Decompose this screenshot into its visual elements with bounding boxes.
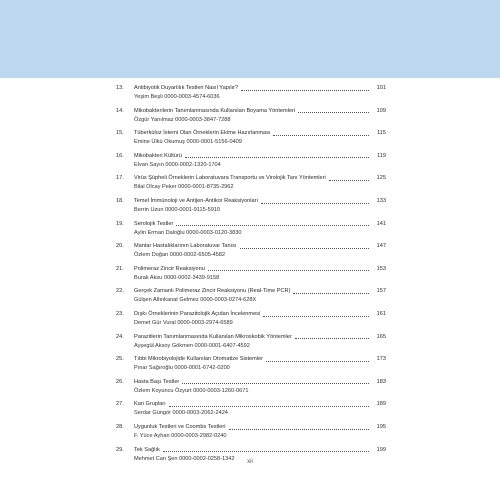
dot-leader: [329, 180, 369, 181]
toc-entry: [116, 400, 386, 418]
chapter-page-number: 125: [376, 175, 386, 182]
chapter-author: Berrin Uzun 0000-0001-9115-5910: [134, 207, 221, 213]
chapter-number: 17.: [116, 175, 124, 182]
chapter-page-number: 183: [376, 378, 386, 385]
chapter-author: Gülşen Altınkanat Gelmez 0000-0003-0274-628X: [134, 297, 257, 304]
dot-leader: [261, 203, 369, 204]
dot-leader: [240, 248, 369, 249]
chapter-author: Elvan Sayın 0000-0002-1320-1704: [134, 161, 221, 168]
chapter-author: Demet Gür Vural 0000-0003-2974-6589: [134, 320, 233, 326]
chapter-title: Antibiyotik Duyarlılık Testleri Nasıl Yapılır?: [134, 85, 239, 91]
dot-leader: [266, 361, 369, 362]
toc-entry-row: [116, 400, 386, 409]
dot-leader: [273, 135, 369, 136]
chapter-title: Tıbbi Mikrobiyolojide Kullanılan Otomatize Sistemler: [134, 356, 264, 363]
toc-entry: [116, 287, 386, 305]
chapter-number: 24.: [116, 333, 124, 340]
chapter-author: Aylin Erman Daloğlu 0000-0003-0120-3830: [134, 229, 242, 236]
chapter-page-number: 173: [376, 356, 386, 363]
toc-entry-row: [116, 355, 386, 364]
chapter-author: Ayşegül Aksoy Gökmen 0000-0001-6407-4592: [134, 342, 250, 349]
chapter-page-number: 141: [376, 220, 386, 227]
chapter-number: 16.: [116, 152, 124, 159]
toc-entry: [116, 197, 386, 215]
chapter-title: Mikobakteri Kültürü: [134, 152, 182, 159]
header-band: [0, 0, 500, 78]
toc-entry-row: [116, 174, 386, 183]
chapter-author: Burak Aksu 0000-0002-3439-9158: [134, 274, 220, 281]
toc-entry: [116, 378, 386, 396]
toc-entry-row: [116, 446, 386, 455]
chapter-page-number: 195: [376, 424, 386, 430]
toc-entry: [116, 265, 386, 283]
toc-entry: [116, 174, 386, 192]
chapter-page-number: 133: [376, 198, 386, 204]
chapter-page-number: 101: [376, 85, 386, 91]
toc-entry-row: [116, 287, 386, 296]
chapter-page-number: 109: [376, 107, 386, 114]
chapter-number: 28.: [116, 424, 124, 430]
toc-entry-row: [116, 265, 386, 274]
chapter-page-number: 147: [376, 243, 386, 250]
chapter-number: 23.: [116, 311, 124, 317]
chapter-author: Özgür Yanılmaz 0000-0003-3847-7288: [134, 116, 231, 123]
chapter-number: 18.: [116, 198, 124, 204]
toc-entry: [116, 355, 386, 373]
chapter-number: 26.: [116, 378, 124, 385]
chapter-author: Mehmet Can Şen 0000-0002-0258-1342: [134, 455, 235, 462]
toc-entry: [116, 107, 386, 125]
chapter-number: 20.: [116, 243, 124, 250]
toc-entry-row: [116, 152, 386, 161]
chapter-author: Özlem Koyuncu Özyurt 0000-0003-1260-0671: [134, 387, 249, 394]
dot-leader: [182, 383, 369, 384]
chapter-author: Emine Ülkü Okumuş 0000-0001-5156-0409: [134, 139, 242, 146]
chapter-page-number: 153: [376, 265, 386, 272]
chapter-title: Mikobakterilerin Tanımlanmasında Kullanılan Boyama Yöntemleri: [134, 107, 296, 114]
chapter-title: Parazitlerin Tanımlanmasında Kullanılan Mikroskobik Yöntemler: [134, 333, 292, 340]
chapter-author: Özlem Doğan 0000-0002-6505-4582: [134, 252, 226, 259]
chapter-author: Serdar Güngör 0000-0003-2062-2424: [134, 410, 228, 417]
chapter-title: Serolojik Testler: [134, 220, 174, 227]
dot-leader: [295, 338, 369, 339]
chapter-page-number: 115: [377, 130, 386, 137]
chapter-number: 27.: [116, 401, 124, 408]
chapter-number: 19.: [116, 220, 124, 227]
toc-entry-row: [116, 310, 386, 319]
toc-entry: [116, 310, 386, 328]
toc-entry-row: [116, 333, 386, 342]
dot-leader: [298, 112, 369, 113]
chapter-author: Bilal Olcay Peker 0000-0001-8735-2962: [134, 184, 234, 191]
chapter-author: F. Yüce Ayhan 0000-0003-2982-0240: [134, 433, 227, 439]
chapter-page-number: 161: [376, 311, 386, 317]
toc-entry-row: [116, 242, 386, 251]
toc-entry: [116, 129, 386, 147]
dot-leader: [241, 90, 369, 91]
chapter-title: Kan Grupları: [134, 401, 166, 408]
toc-entry-row: [116, 129, 386, 138]
dot-leader: [293, 293, 369, 294]
dot-leader: [185, 157, 369, 158]
chapter-title: Tek Sağlık: [134, 446, 160, 453]
chapter-title: Virüs Şüpheli Örneklerin Laboratuvara Transportu ve Virolojik Tanı Yöntemleri: [134, 175, 326, 182]
chapter-number: 29.: [116, 446, 124, 453]
dot-leader: [163, 451, 369, 452]
chapter-page-number: 199: [376, 446, 386, 453]
chapter-number: 13.: [116, 85, 124, 91]
dot-leader: [263, 316, 369, 317]
toc-entry: [116, 84, 386, 102]
dot-leader: [229, 429, 369, 430]
chapter-number: 21.: [116, 265, 124, 272]
chapter-page-number: 119: [377, 152, 386, 159]
toc-entry-row: [116, 107, 386, 116]
chapter-title: Hasta Başı Testler: [134, 378, 180, 385]
toc-entry-row: [116, 378, 386, 387]
chapter-title: Uygunluk Testleri ve Coombs Testleri: [134, 424, 226, 430]
toc-entry-row: [116, 84, 386, 93]
chapter-number: 25.: [116, 356, 124, 363]
chapter-title: Tüberküloz İstemi Olan Örneklerin Ekime Hazırlanması: [134, 130, 271, 137]
toc-entry: [116, 423, 386, 441]
toc-entry: [116, 152, 386, 170]
chapter-title: Temel İmmünoloji ve Antijen-Antikor Reaksiyonları: [134, 198, 259, 204]
chapter-page-number: 165: [376, 333, 386, 340]
dot-leader: [176, 225, 369, 226]
chapter-author: Pınar Sağıroğlu 0000-0001-6742-0200: [134, 365, 230, 372]
page-number: xii: [247, 459, 253, 465]
chapter-title: Dışkı Örneklerinin Parazitolojik Açıdan İncelenmesi: [134, 311, 261, 317]
dot-leader: [208, 270, 369, 271]
chapter-number: 22.: [116, 288, 124, 295]
toc-entry: [116, 242, 386, 260]
chapter-title: Mantar Hastalıklarının Laboratuvar Tanısı: [134, 243, 237, 250]
chapter-page-number: 189: [376, 401, 386, 408]
toc-entry: [116, 220, 386, 238]
chapter-number: 15.: [116, 130, 124, 137]
toc-entry-row: [116, 197, 386, 206]
toc-entry-row: [116, 220, 386, 229]
toc-entry: [116, 333, 386, 351]
chapter-title: Polimeraz Zincir Reaksiyonu: [134, 265, 205, 272]
dot-leader: [169, 406, 369, 407]
toc-entry-row: [116, 423, 386, 432]
chapter-author: Yeşim Beşli 0000-0003-4574-6036: [134, 94, 220, 100]
chapter-title: Gerçek Zamanlı Polimeraz Zincir Reaksiyonu (Real-Time PCR): [134, 288, 291, 295]
chapter-number: 14.: [116, 107, 124, 114]
chapter-page-number: 157: [376, 288, 386, 295]
